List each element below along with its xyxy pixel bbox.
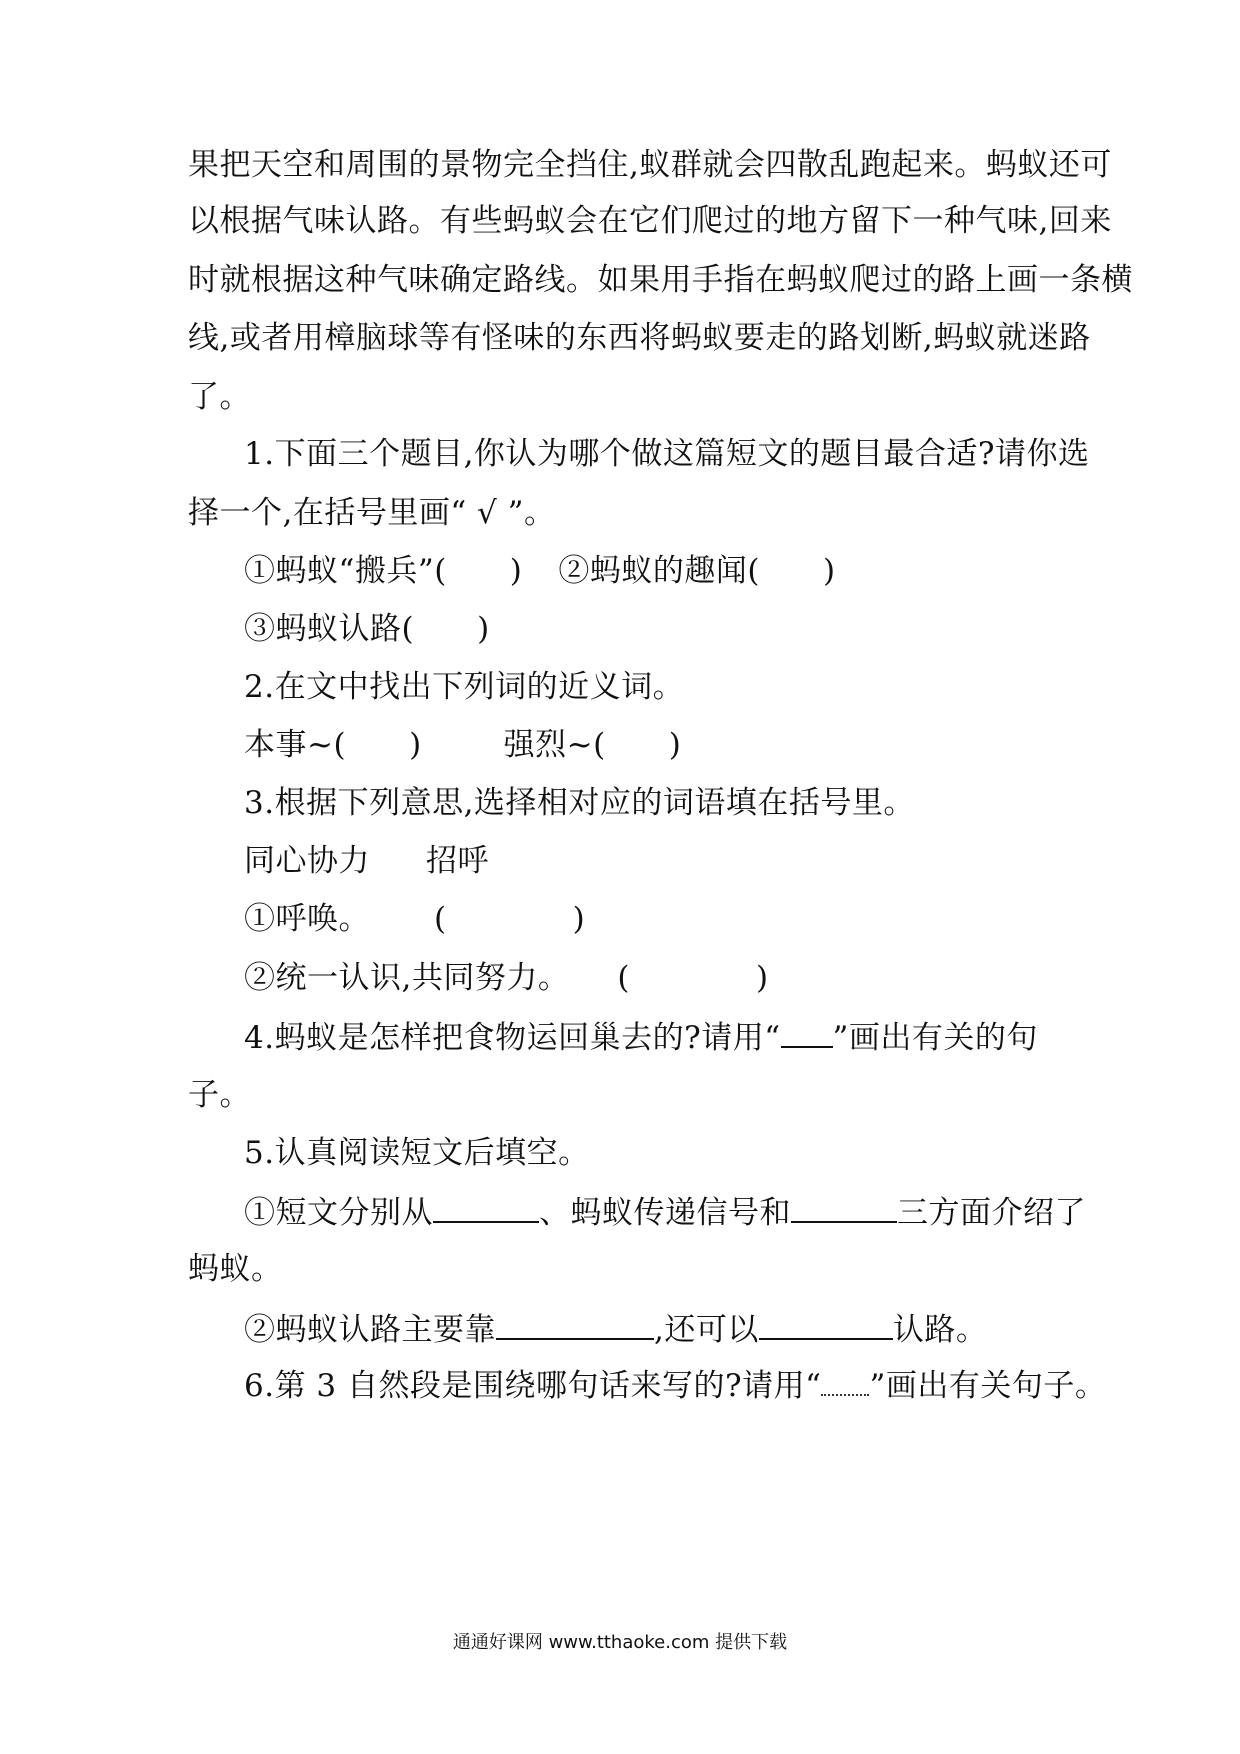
- question-3-meaning-1: ①呼唤。 ( ): [244, 901, 586, 937]
- fill-blank-1[interactable]: [433, 1191, 539, 1223]
- passage-line-2: 以根据气味认路。有些蚂蚁会在它们爬过的地方留下一种气味,回来: [188, 203, 1112, 239]
- passage-line-5: 了。: [188, 379, 251, 415]
- word-bank-item-1: 同心协力: [244, 843, 370, 879]
- question-4-line-1: 4.蚂蚁是怎样把食物运回巢去的?请用“ ”画出有关的句: [244, 1016, 1038, 1058]
- passage-line-3: 时就根据这种气味确定路线。如果用手指在蚂蚁爬过的路上画一条横: [188, 262, 1133, 298]
- option-3[interactable]: ③蚂蚁认路( ): [244, 611, 490, 647]
- underline-sample: [781, 1016, 833, 1048]
- passage-line-1: 果把天空和周围的景物完全挡住,蚁群就会四散乱跑起来。蚂蚁还可: [188, 147, 1112, 183]
- option-2[interactable]: ②蚂蚁的趣闻( ): [558, 553, 836, 589]
- question-3-title: 3.根据下列意思,选择相对应的词语填在括号里。: [244, 785, 915, 821]
- question-4-line-2: 子。: [188, 1077, 251, 1113]
- word-bank-item-2: 招呼: [426, 843, 489, 879]
- question-6: 6.第 3 自然段是围绕哪句话来写的?请用“ ”画出有关句子。: [244, 1368, 1107, 1404]
- page-footer: 通通好课网 www.tthaoke.com 提供下载: [452, 1632, 788, 1653]
- synonym-blank-1[interactable]: 本事~( ): [244, 727, 422, 763]
- fill-blank-3[interactable]: [496, 1308, 654, 1340]
- question-3-meaning-2: ②统一认识,共同努力。 ( ): [244, 960, 769, 996]
- question-2-title: 2.在文中找出下列词的近义词。: [244, 669, 685, 705]
- passage-line-4: 线,或者用樟脑球等有怪味的东西将蚂蚁要走的路划断,蚂蚁就迷路: [188, 320, 1091, 356]
- question-5-part-1-cont: 蚂蚁。: [188, 1251, 283, 1287]
- question-2-words-row: [244, 725, 681, 765]
- wavy-line-sample: [821, 1370, 869, 1396]
- question-5-part-2: ②蚂蚁认路主要靠 ,还可以 认路。: [244, 1308, 987, 1350]
- fill-blank-2[interactable]: [791, 1191, 897, 1223]
- option-1[interactable]: ①蚂蚁“搬兵”( ): [244, 553, 523, 589]
- question-5-part-1: ①短文分别从 、蚂蚁传递信号和 三方面介绍了: [244, 1191, 1086, 1233]
- question-1-options-row: [244, 551, 836, 591]
- question-1-line-2: 择一个,在括号里画“ √ ”。: [188, 495, 556, 531]
- question-3-word-bank: [244, 841, 489, 881]
- answer-paren-1[interactable]: ( ): [434, 901, 586, 937]
- question-1-line-1: 1.下面三个题目,你认为哪个做这篇短文的题目最合适?请你选: [244, 436, 1090, 472]
- fill-blank-4[interactable]: [759, 1308, 893, 1340]
- question-5-title: 5.认真阅读短文后填空。: [244, 1135, 590, 1171]
- answer-paren-2[interactable]: ( ): [617, 960, 769, 996]
- synonym-blank-2[interactable]: 强烈~( ): [503, 727, 682, 763]
